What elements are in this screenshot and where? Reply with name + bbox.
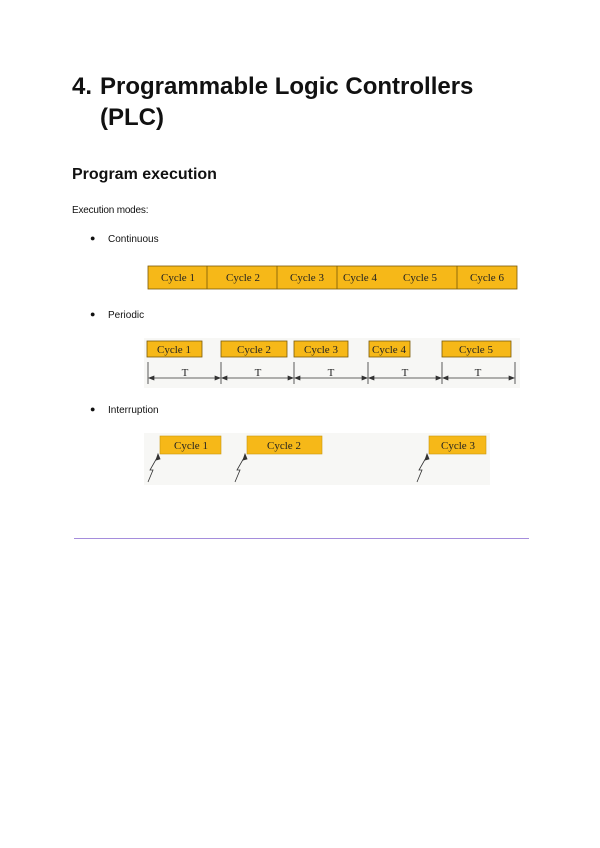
heading-number: 4. (72, 73, 93, 100)
period-label: T (401, 367, 409, 379)
cycle-label: Cycle 2 (226, 272, 260, 284)
continuous-diagram (147, 265, 519, 296)
cycle-label: Cycle 2 (267, 440, 301, 452)
period-label: T (474, 367, 482, 379)
heading-line-2: (PLC) (100, 104, 164, 131)
cycle-label: Cycle 3 (441, 440, 475, 452)
cycle-label: Cycle 6 (470, 272, 504, 284)
section-title: Program execution (72, 166, 217, 183)
period-label: T (181, 367, 189, 379)
cycle-label: Cycle 4 (343, 272, 377, 284)
cycle-label: Cycle 5 (403, 272, 437, 284)
bullet-icon: ● (90, 233, 96, 243)
horizontal-divider (74, 538, 529, 539)
periodic-diagram (144, 338, 520, 393)
period-label: T (254, 367, 262, 379)
cycle-label: Cycle 3 (304, 344, 338, 356)
bullet-icon: ● (90, 404, 96, 414)
bullet-label: Periodic (108, 310, 145, 321)
interruption-diagram (144, 433, 490, 490)
cycle-label: Cycle 5 (459, 344, 493, 356)
period-label: T (327, 367, 335, 379)
intro-text: Execution modes: (72, 205, 149, 216)
cycle-label: Cycle 1 (157, 344, 191, 356)
bullet-label: Continuous (108, 234, 159, 245)
cycle-label: Cycle 4 (372, 344, 406, 356)
cycle-strip (148, 266, 517, 289)
bullet-icon: ● (90, 309, 96, 319)
heading-line-1: Programmable Logic Controllers (100, 73, 474, 100)
cycle-label: Cycle 1 (161, 272, 195, 284)
cycle-label: Cycle 2 (237, 344, 271, 356)
bullet-label: Interruption (108, 405, 159, 416)
cycle-label: Cycle 1 (174, 440, 208, 452)
cycle-label: Cycle 3 (290, 272, 324, 284)
